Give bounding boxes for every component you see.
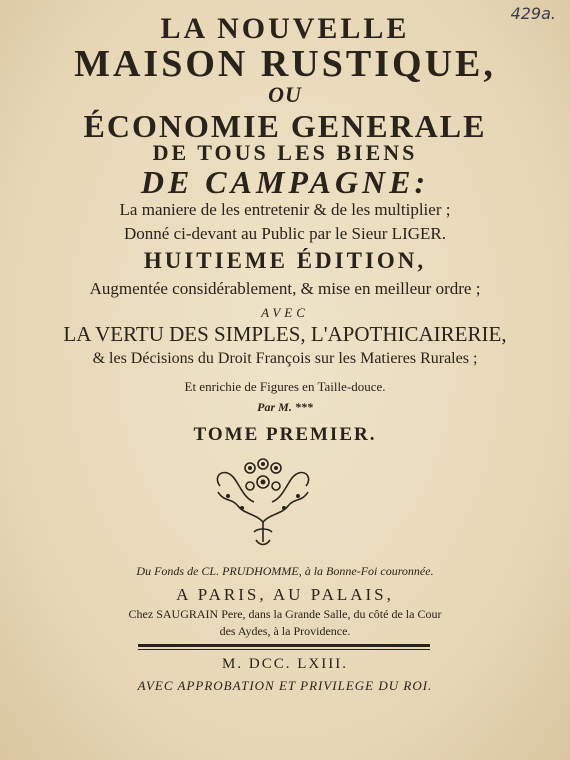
author-line: Par M. *** [257, 400, 313, 414]
imprint-line-3: Chez SAUGRAIN Pere, dans la Grande Salle, du côté de la Cour [128, 607, 442, 621]
subtitle-line-3: Augmentée considérablement, & mise en meilleur ordre ; [89, 279, 481, 298]
title-line-6: DE CAMPAGNE: [140, 164, 430, 200]
subtitle-line-6: Et enrichie de Figures en Taille-douce. [184, 379, 386, 394]
edition-line: HUITIEME ÉDITION, [143, 248, 427, 273]
divider-rule [138, 644, 430, 647]
privilege-line: AVEC APPROBATION ET PRIVILEGE DU ROI. [137, 678, 433, 693]
divider-rule-thin [138, 649, 430, 650]
volume-line: TOME PREMIER. [193, 424, 377, 445]
subtitle-line-2: Donné ci-devant au Public par le Sieur LIGER. [124, 224, 446, 243]
imprint-line-1: Du Fonds de CL. PRUDHOMME, à la Bonne-Foi couronnée. [136, 564, 434, 578]
floral-ornament-icon [210, 456, 316, 548]
title-line-2: MAISON RUSTIQUE, [74, 43, 496, 85]
year-line: M. DCC. LXIII. [222, 656, 348, 672]
subtitle-line-4: LA VERTU DES SIMPLES, L'APOTHICAIRERIE, [63, 322, 507, 346]
title-line-5: DE TOUS LES BIENS [152, 140, 418, 165]
title-line-4: ÉCONOMIE GENERALE [83, 108, 487, 144]
title-line-1: LA NOUVELLE [160, 12, 410, 45]
imprint-line-2: A PARIS, AU PALAIS, [176, 585, 394, 604]
imprint-line-4: des Aydes, à la Providence. [219, 624, 351, 638]
avec-line: AVEC [261, 305, 309, 320]
shelfmark: 429a. [510, 4, 556, 23]
title-line-3: OU [268, 82, 302, 107]
subtitle-line-5: & les Décisions du Droit François sur les Matieres Rurales ; [92, 350, 478, 367]
subtitle-line-1: La maniere de les entretenir & de les multiplier ; [119, 200, 451, 219]
